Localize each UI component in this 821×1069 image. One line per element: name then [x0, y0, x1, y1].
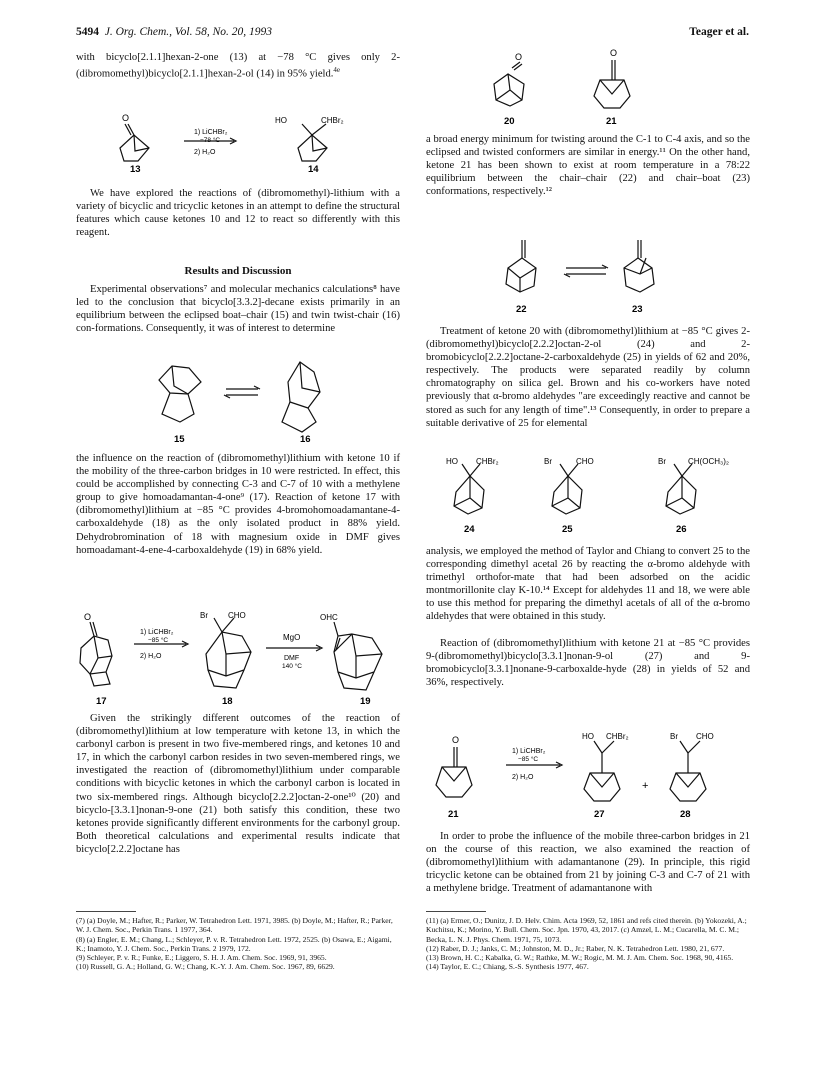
aldehyde-label: CHO — [696, 732, 714, 741]
right-paragraph-2 — [426, 325, 750, 430]
bromine-label: Br — [200, 611, 208, 620]
journal-citation: J. Org. Chem., Vol. 58, No. 20, 1993 — [104, 26, 273, 38]
oxygen-label-20: O — [515, 52, 523, 62]
right-paragraph-1 — [426, 133, 750, 198]
right-paragraph-3 — [426, 545, 750, 624]
dibromomethyl-label: CHBr₂ — [606, 732, 629, 741]
aldehyde-label: CHO — [228, 611, 246, 620]
dmf-solvent: DMF — [284, 655, 300, 662]
temperature-1: −85 °C — [518, 756, 539, 763]
compound-24-label: 24 — [464, 524, 475, 535]
running-header — [76, 26, 272, 38]
compound-21-label: 21 — [606, 116, 617, 127]
scheme-17-18-19 — [76, 608, 400, 710]
reagent-2: 2) H₂O — [140, 653, 162, 660]
temperature-1: −85 °C — [148, 637, 169, 644]
compound-26-label: 26 — [676, 524, 687, 535]
paragraph-text: Given the strikingly different outcomes of the reaction of (dibromomethyl)lithium at low temperature with ketone 13, in which the carbonyl carbon is present in two five-membered rings, and ketones 10 and 17, in which the carbonyl carbon resides in two seven-membered rings, we investigated the reaction of (dibromomethyl)lithium under comparable conditions with bicyclic ketones in which the carbonyl carbon is located in two six-membered rings. Although bicyclo[2.2.2]octan-2-one¹⁰ (20) and bicyclo-[3.3.1]nonan-9-one (21) both satisfy this condition, these two ketones provide significantly different environments for the carbonyl group. Both theoretical calculations and experimental results indicate that bicyclo[2.2.2]octane has — [76, 713, 400, 855]
compound-28-label: 28 — [680, 809, 691, 820]
paragraph-text: We have explored the reactions of (dibromomethyl)-lithium with a variety of bicyclic and tricyclic ketones in an attempt to define the structural features which cause ketones 10 and 12 to react so differently with this reagent. — [76, 188, 400, 239]
plus-sign: + — [642, 780, 649, 792]
reference-mark: 4e — [333, 66, 341, 75]
right-paragraph-4 — [426, 637, 750, 689]
left-paragraph-2 — [76, 283, 400, 335]
scheme-21-27-28 — [426, 727, 750, 823]
section-title: Results and Discussion — [184, 265, 292, 277]
footnote: (9) Schleyer, P. v. R.; Funke, E.; Liggero, S. H. J. Am. Chem. Soc. 1969, 91, 3965. — [76, 953, 327, 963]
bromine-label-25: Br — [544, 457, 552, 466]
oxygen-label: O — [84, 612, 92, 622]
paragraph-text: Reaction of (dibromomethyl)lithium with ketone 21 at −85 °C provides 9-(dibromomethyl)bicyclo[3.3.1]nonan-9-ol (27) and 9-bromobicyclo[3.3.1]nonane-9-carboxalde-hyde (28) in yields of 52 and 36%, respectively. — [426, 638, 750, 689]
dibromomethyl-label: CHBr₂ — [321, 116, 344, 125]
mgo-reagent: MgO — [283, 633, 301, 642]
footnote: (12) Raber, D. J.; Janks, C. M.; Johnston, M. D., Jr.; Raber, N. K. Tetrahedron Lett. 1980, 21, 677. — [426, 943, 725, 953]
left-paragraph-4 — [76, 712, 400, 856]
bromine-label: Br — [670, 732, 678, 741]
left-paragraph-1 — [76, 187, 400, 239]
dibromomethyl-label: CHBr₂ — [476, 457, 499, 466]
compound-14-label: 14 — [308, 164, 319, 175]
compound-17-label: 17 — [96, 696, 107, 707]
right-footnotes — [426, 916, 750, 972]
footnote: (13) Brown, H. C.; Kabalka, G. W.; Rathke, M. W.; Rogic, M. M. J. Am. Chem. Soc. 1968, 90, 4165. — [426, 953, 734, 963]
compound-13-label: 13 — [130, 164, 141, 175]
reagent-1: 1) LiCHBr₂ — [512, 748, 546, 755]
footnote: (10) Russell, G. A.; Holland, G. W.; Chang, K.-Y. J. Am. Chem. Soc. 1967, 89, 6629. — [76, 962, 335, 972]
aldehyde-label: CHO — [576, 457, 594, 466]
reagent-1: 1) LiCHBr₂ — [194, 129, 228, 136]
equilibrium-22-23 — [426, 228, 750, 316]
bromine-label-26: Br — [658, 457, 666, 466]
compound-15-label: 15 — [174, 434, 185, 445]
acetal-label: CH(OCH₃)₂ — [688, 457, 730, 466]
reagent-2: 2) H₂O — [512, 774, 534, 781]
reagent-1: 1) LiCHBr₂ — [140, 629, 174, 636]
oxygen-label: O — [452, 735, 460, 745]
paragraph-text: a broad energy minimum for twisting around the C-1 to C-4 axis, and so the eclipsed and twisted conformers are similar in energy.¹¹ On the other hand, ketone 21 has been shown to exist at room temperature in a 78:22 equilibrium between the chair–chair (22) and chair–boat (23) conformations, respectively.¹² — [426, 134, 750, 198]
structures-20-21 — [426, 46, 750, 130]
compound-16-label: 16 — [300, 434, 311, 445]
compound-23-label: 23 — [632, 304, 643, 315]
oxygen-label: O — [122, 113, 130, 123]
paragraph-text: the influence on the reaction of (dibromomethyl)lithium with ketone 10 if the mobility of the three-carbon bridges in 10 were restricted. In effect, this could be accomplished by connecting C-3 and C-7 of 10 with a methylene group to give homoadamantan-4-one⁹ (17). Reaction of ketone 17 with (dibromomethyl)lithium at −85 °C provides 4-bromohomoadamantane-4-carboxaldehyde (18) as the only isolated product in 88% yield. Dehydrobromination of 18 with magnesium oxide in DMF gives homoadamant-4-ene-4-carboxaldehyde (19) in 68% yield. — [76, 453, 400, 556]
equilibrium-15-16 — [76, 352, 400, 444]
footnote: (11) (a) Ermer, O.; Dunitz, J. D. Helv. Chim. Acta 1969, 52, 1861 and refs cited therein. (b) Yokozeki, A.; Kuchitsu, K.; Morino, Y. Bull. Chem. Soc. Jpn. 1970, 43, 2017. (c) Amzel, L. M.; Cucarella, M. C. M.; Becka, L. N. J. Phys. Chem. 1971, 75, 1073. — [426, 916, 747, 944]
compound-18-label: 18 — [222, 696, 233, 707]
paragraph-text: Experimental observations⁷ and molecular mechanics calculations⁸ have led to the conclusion that bicyclo[3.3.2]-decane exists primarily in an equilibrium between the eclipsed boat–chair (15) and twin twist-chair (16) con-formations. Consequently, it was of interest to determine — [76, 284, 400, 335]
compound-19-label: 19 — [360, 696, 371, 707]
compound-20-label: 20 — [504, 116, 515, 127]
right-paragraph-5 — [426, 830, 750, 895]
paragraph-text: analysis, we employed the method of Taylor and Chiang to convert 25 to the corresponding dimethyl acetal 26 by reacting the α-bromo aldehyde with trimethyl orthofor-mate that had been adsorbed on the acidic montmorillonite clay K-10.¹⁴ Except for aldehydes 11 and 18, we were able to use this method for preparing the dimethyl acetals of all of the α-bromo aldehydes that were obtained in this study. — [426, 546, 750, 623]
oxygen-label-21: O — [610, 48, 618, 58]
page-number: 5494 — [76, 26, 99, 38]
footnote-rule — [426, 911, 486, 912]
footnote-rule — [76, 911, 136, 912]
hydroxy-label: HO — [275, 116, 287, 125]
paragraph-text: Treatment of ketone 20 with (dibromomethyl)lithium at −85 °C gives 2-(dibromomethyl)bicyclo[2.2.2]octan-2-ol (24) and 2-bromobicyclo[2.2.2]octane-2-carboxaldehyde (25) in yields of 62 and 20%, respectively. The products were separated readily by column chromatography on silica gel. Brown and his co-workers have noted previously that α-bromo aldehydes "are exceedingly reactive and cannot be stored as such for any length of time".¹³ Consequently, in order to prepare a suitable derivative of 25 for elemental — [426, 326, 750, 429]
authors-header: Teager et al. — [689, 26, 749, 38]
scheme-13-to-14 — [76, 108, 400, 178]
compound-27-label: 27 — [594, 809, 605, 820]
structures-24-25-26 — [426, 456, 750, 540]
footnote: (7) (a) Doyle, M.; Hafter, R.; Parker, W. Tetrahedron Lett. 1971, 3985. (b) Doyle, M.; Hafter, R.; Parker, W. J. Chem. Soc., Perkin Trans. 1 1977, 364. — [76, 916, 393, 935]
left-paragraph-3 — [76, 452, 400, 557]
footnote: (14) Taylor, E. C.; Chiang, S.-S. Synthesis 1977, 467. — [426, 962, 589, 972]
temperature-2: 140 °C — [282, 663, 302, 670]
compound-22-label: 22 — [516, 304, 527, 315]
compound-25-label: 25 — [562, 524, 573, 535]
left-footnotes — [76, 916, 400, 972]
temperature-1: −78 °C — [200, 137, 221, 144]
footnote: (8) (a) Engler, E. M.; Chang, L.; Schleyer, P. v. R. Tetrahedron Lett. 1972, 2525. (b) Osawa, E.; Aigami, K.; Inamoto, Y. J. Chem. Soc., Perkin Trans. 2 1979, 172. — [76, 934, 392, 953]
left-paragraph-0 — [76, 51, 400, 81]
paragraph-text: In order to probe the influence of the mobile three-carbon bridges in 21 on the course of this reaction, we also examined the reaction of (dibromomethyl)lithium with adamantanone (29). In principle, this rigid tricyclic ketone can be obtained from 21 by joining C-3 and C-7 of 21 with a methylene bridge. Treatment of adamantanone with — [426, 831, 750, 895]
compound-21-label: 21 — [448, 809, 459, 820]
reagent-2: 2) H₂O — [194, 149, 216, 156]
hydroxy-label: HO — [582, 732, 594, 741]
hydroxy-label: HO — [446, 457, 458, 466]
paragraph-text: with bicyclo[2.1.1]hexan-2-one (13) at −78 °C gives only 2-(dibromomethyl)bicyclo[2.1.1]hexan-2-ol (14) in 95% yield. — [76, 52, 400, 80]
aldehyde-label-19: OHC — [320, 613, 338, 622]
